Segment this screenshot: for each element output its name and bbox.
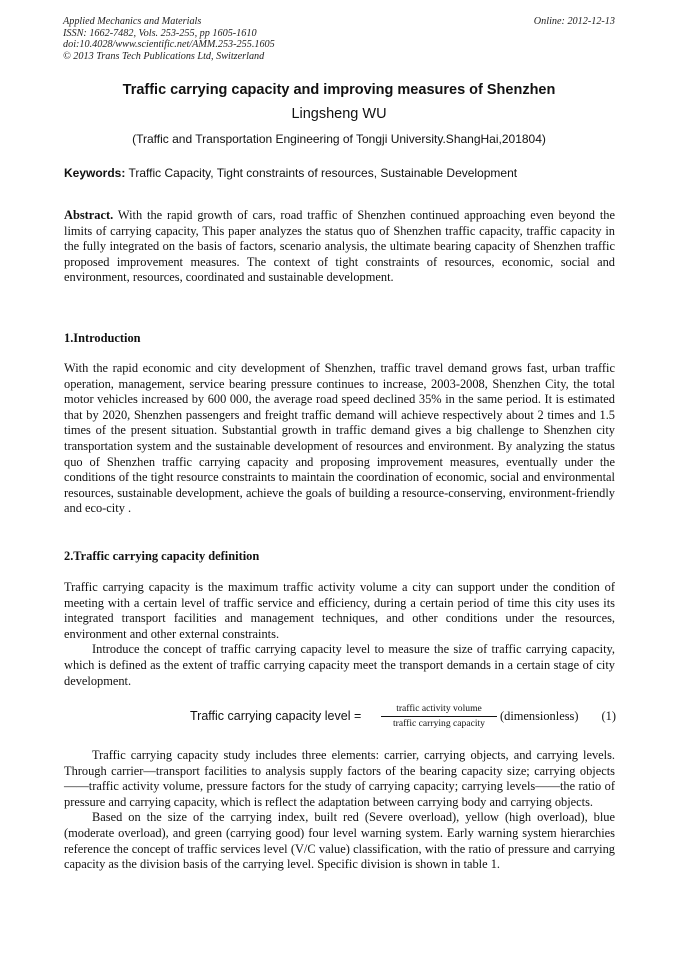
journal-name: Applied Mechanics and Materials bbox=[63, 16, 202, 27]
elements-paragraph-2: Based on the size of the carrying index, built red (Severe overload), yellow (high overload), blue (moderate overload), and green (carrying good) four level warning system. Early warning system hierarchies reference the concept of traffic services level (V/C value) classification, with the ratio of pressure and carrying capacity as the division basis of the carrying level. Specific division is shown in table 1. bbox=[64, 810, 615, 872]
keywords-line bbox=[64, 166, 616, 180]
definition-paragraphs bbox=[64, 580, 615, 689]
doi-line[interactable]: doi:10.4028/www.scientific.net/AMM.253-255.1605 bbox=[63, 39, 275, 51]
copyright-line: © 2013 Trans Tech Publications Ltd, Switzerland bbox=[63, 50, 265, 62]
equation-unit: (dimensionless) bbox=[500, 709, 579, 723]
equation-number: (1) bbox=[601, 709, 616, 723]
equation-lhs: Traffic carrying capacity level = bbox=[190, 709, 362, 723]
elements-paragraph-1: Traffic carrying capacity study includes three elements: carrier, carrying objects, and carrying levels. Through carrier—transport facilities to analysis supply factors of the bearing capacity size; carrying objects——traffic activity volume, pressure factors for the study of carrying capacity; carrying levels——the ratio of pressure and carrying capacity, which is reflect the adaptation between carrying body and carrying objects. bbox=[64, 748, 615, 809]
online-date: Online: 2012-12-13 bbox=[533, 16, 615, 27]
definition-paragraph-1: Traffic carrying capacity is the maximum traffic activity volume a city can support under the condition of meeting with a certain level of traffic service and efficiency, during a certain period of time this city uses its integrated transport facilities and management techniques, and other conditions under the resources, environment and other external constraints. bbox=[64, 580, 615, 641]
paper-title: Traffic carrying capacity and improving measures of Shenzhen bbox=[122, 82, 556, 98]
section-heading-definition: 2.Traffic carrying capacity definition bbox=[64, 549, 260, 563]
abstract bbox=[64, 208, 615, 286]
equation-denominator: traffic carrying capacity bbox=[393, 718, 485, 729]
introduction-paragraph: With the rapid economic and city development of Shenzhen, traffic travel demand grows fast, urban traffic operation, management, service bearing pressure continues to increase, 2003-2008, Shenzhen City, the total motor vehicles increased by 600 000, the average road speed declined 35% in the same period. It is estimated that by 2020, Shenzhen passengers and freight traffic demand will achieve respectively about 2 times and 1.5 times of the present situation. Substantial growth in traffic demand gives a big challenge to Shenzhen city transportation system and the sustainable development of resources and environment. By analyzing the status quo of Shenzhen traffic carrying capacity and proposing improvement measures, eventually under the conditions of the tight resource constraints to maintain the coordination of economic, social and environmental resources, sustainable development, achieve the goals of building a resource-conserving, environment-friendly and eco-city . bbox=[64, 361, 615, 516]
author-name: Lingsheng WU bbox=[291, 106, 387, 122]
equation-numerator: traffic activity volume bbox=[381, 702, 497, 717]
abstract-label: Abstract. bbox=[64, 208, 114, 222]
definition-paragraph-2: Introduce the concept of traffic carrying capacity level to measure the size of traffic carrying capacity, which is defined as the extent of traffic carrying capacity meet the transport demands in a certain stage of city development. bbox=[64, 642, 615, 688]
abstract-text: With the rapid growth of cars, road traffic of Shenzhen continued approaching even beyond the limits of carrying capacity, This paper analyzes the status quo of Shenzhen traffic capacity, traffic capacity in the fully integrated on the basis of factors, scenario analysis, the ultimate bearing capacity of Shenzhen traffic proposed improvement measures. The context of tight constraints of resources, economic, social and environment, resources, coordinated and sustainable development. bbox=[64, 208, 615, 285]
author-affiliation: (Traffic and Transportation Engineering of Tongji University.ShangHai,201804) bbox=[132, 132, 546, 146]
equation-fraction bbox=[381, 702, 497, 730]
section-heading-introduction: 1.Introduction bbox=[64, 331, 141, 345]
journal-header bbox=[63, 16, 615, 62]
keywords-text: Traffic Capacity, Tight constraints of resources, Sustainable Development bbox=[128, 166, 518, 180]
issn-line: ISSN: 1662-7482, Vols. 253-255, pp 1605-1610 bbox=[63, 27, 257, 39]
elements-paragraphs bbox=[64, 748, 615, 873]
keywords-label: Keywords: bbox=[64, 166, 126, 180]
equation-1 bbox=[190, 702, 616, 738]
